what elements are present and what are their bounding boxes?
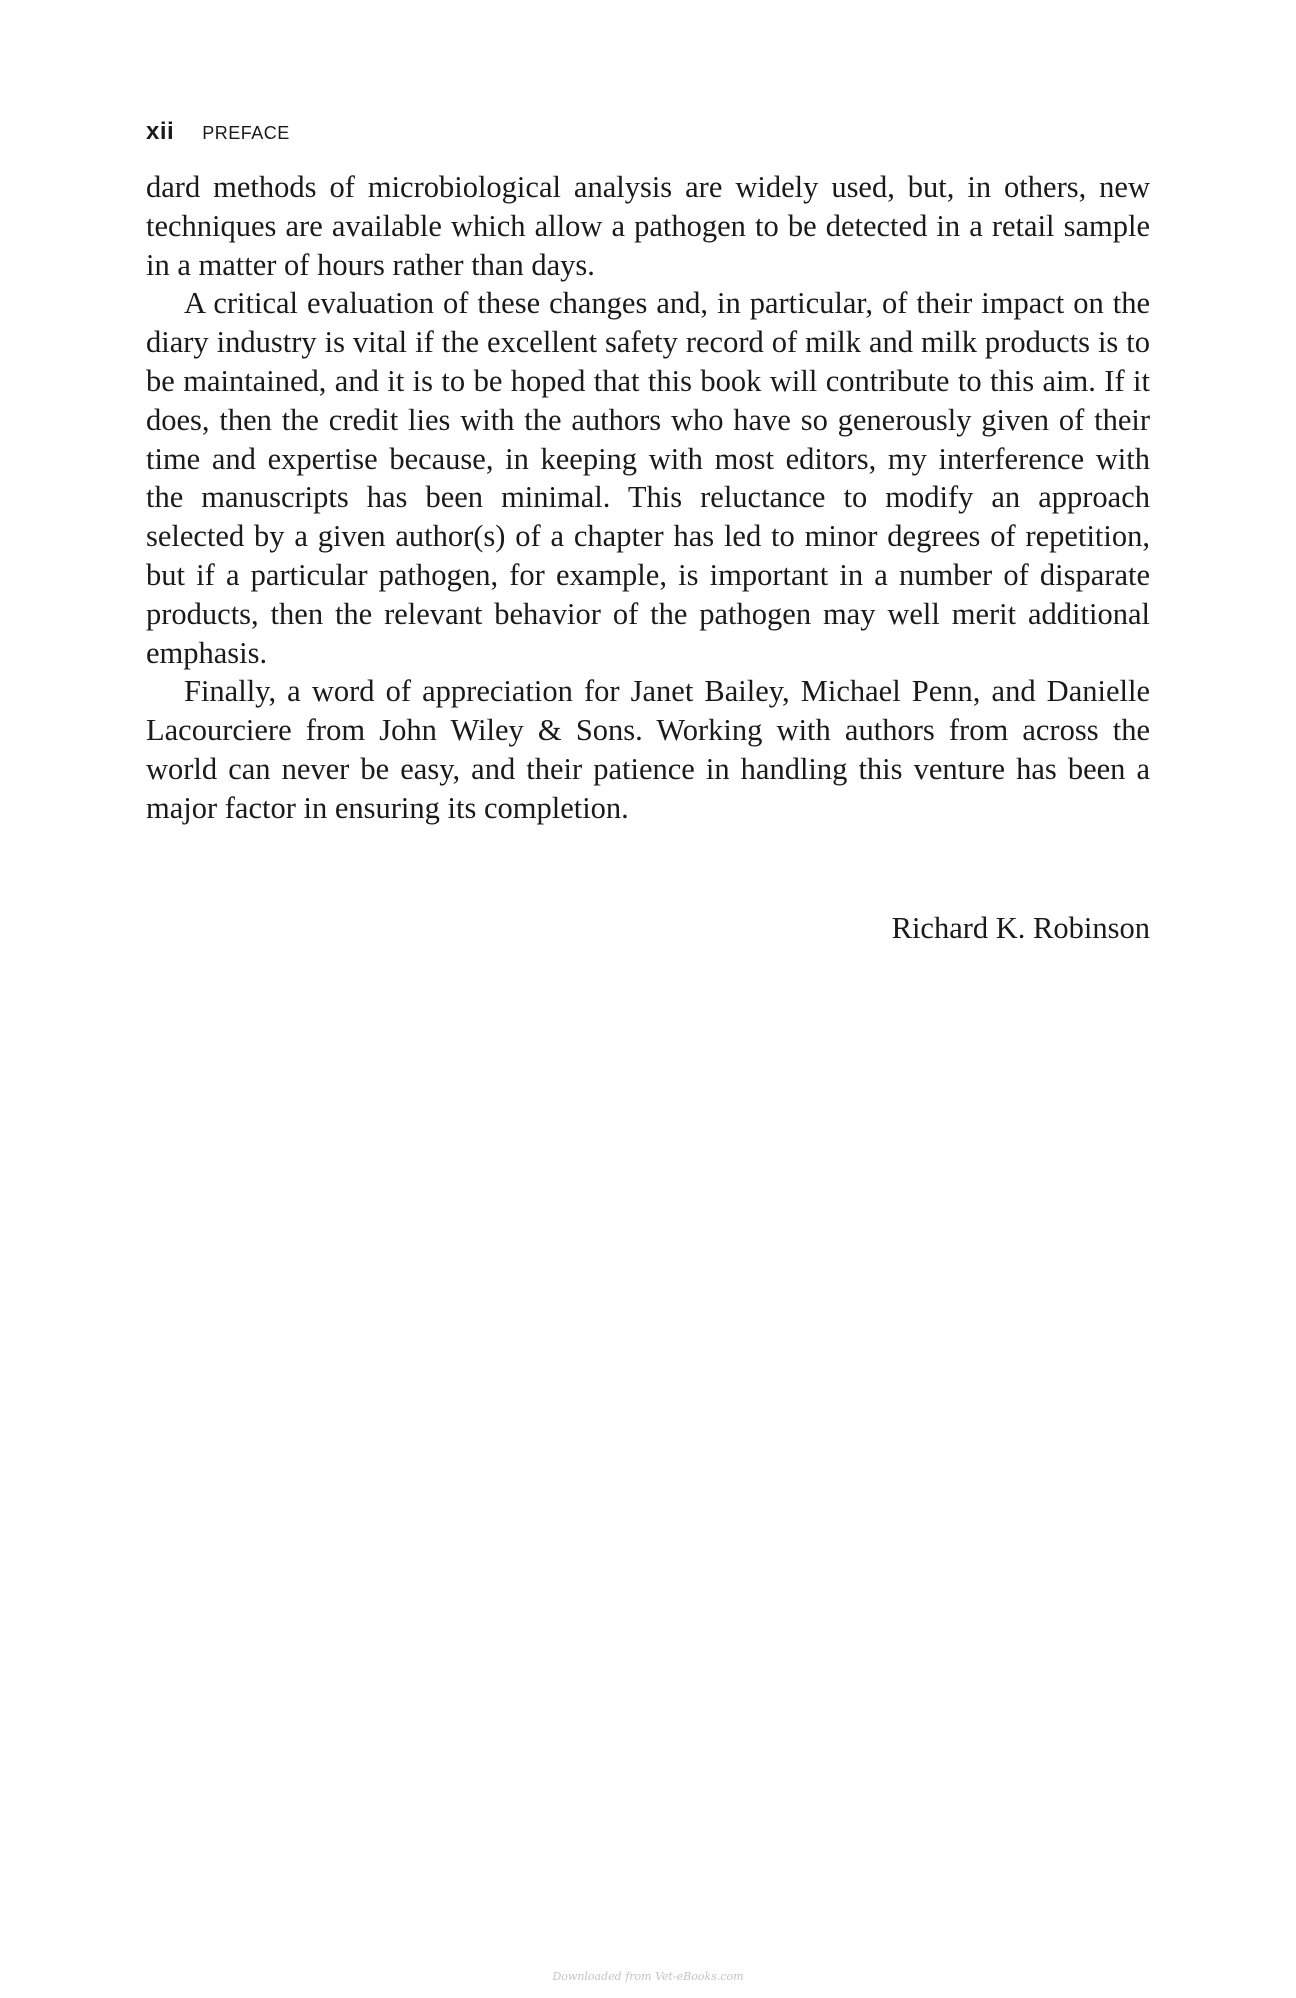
section-title: PREFACE xyxy=(202,123,290,143)
download-watermark: Downloaded from Vet-eBooks.com xyxy=(552,1970,744,1983)
paragraph-acknowledgements: Finally, a word of appreciation for Janet Bailey, Michael Penn, and Danielle Lacourciere from John Wiley & Sons. Working with authors from across the world can never be easy, and their patience in handling this venture has been a major factor in ensuring its completion. xyxy=(146,674,1150,825)
page-number: xii xyxy=(146,118,175,145)
paragraph-continuation: dard methods of microbiological analysis are widely used, but, in others, new techniques are available which allow a pathogen to be detected in a retail sample in a matter of hours rather than days. xyxy=(146,170,1150,282)
body-text xyxy=(146,168,1150,828)
author-signature: Richard K. Robinson xyxy=(891,911,1150,945)
running-head xyxy=(146,118,290,148)
paragraph-critical-evaluation: A critical evaluation of these changes and, in particular, of their impact on the diary industry is vital if the excellent safety record of milk and milk products is to be maintained, and it is to be hoped that this book will contribute to this aim. If it does, then the credit lies with the authors who have so generously given of their time and expertise because, in keeping with most editors, my interference with the manuscripts has been minimal. This reluctance to modify an approach selected by a given author(s) of a chapter has led to minor degrees of repetition, but if a particular pathogen, for example, is important in a number of disparate products, then the relevant behavior of the pathogen may well merit additional emphasis. xyxy=(146,286,1150,670)
